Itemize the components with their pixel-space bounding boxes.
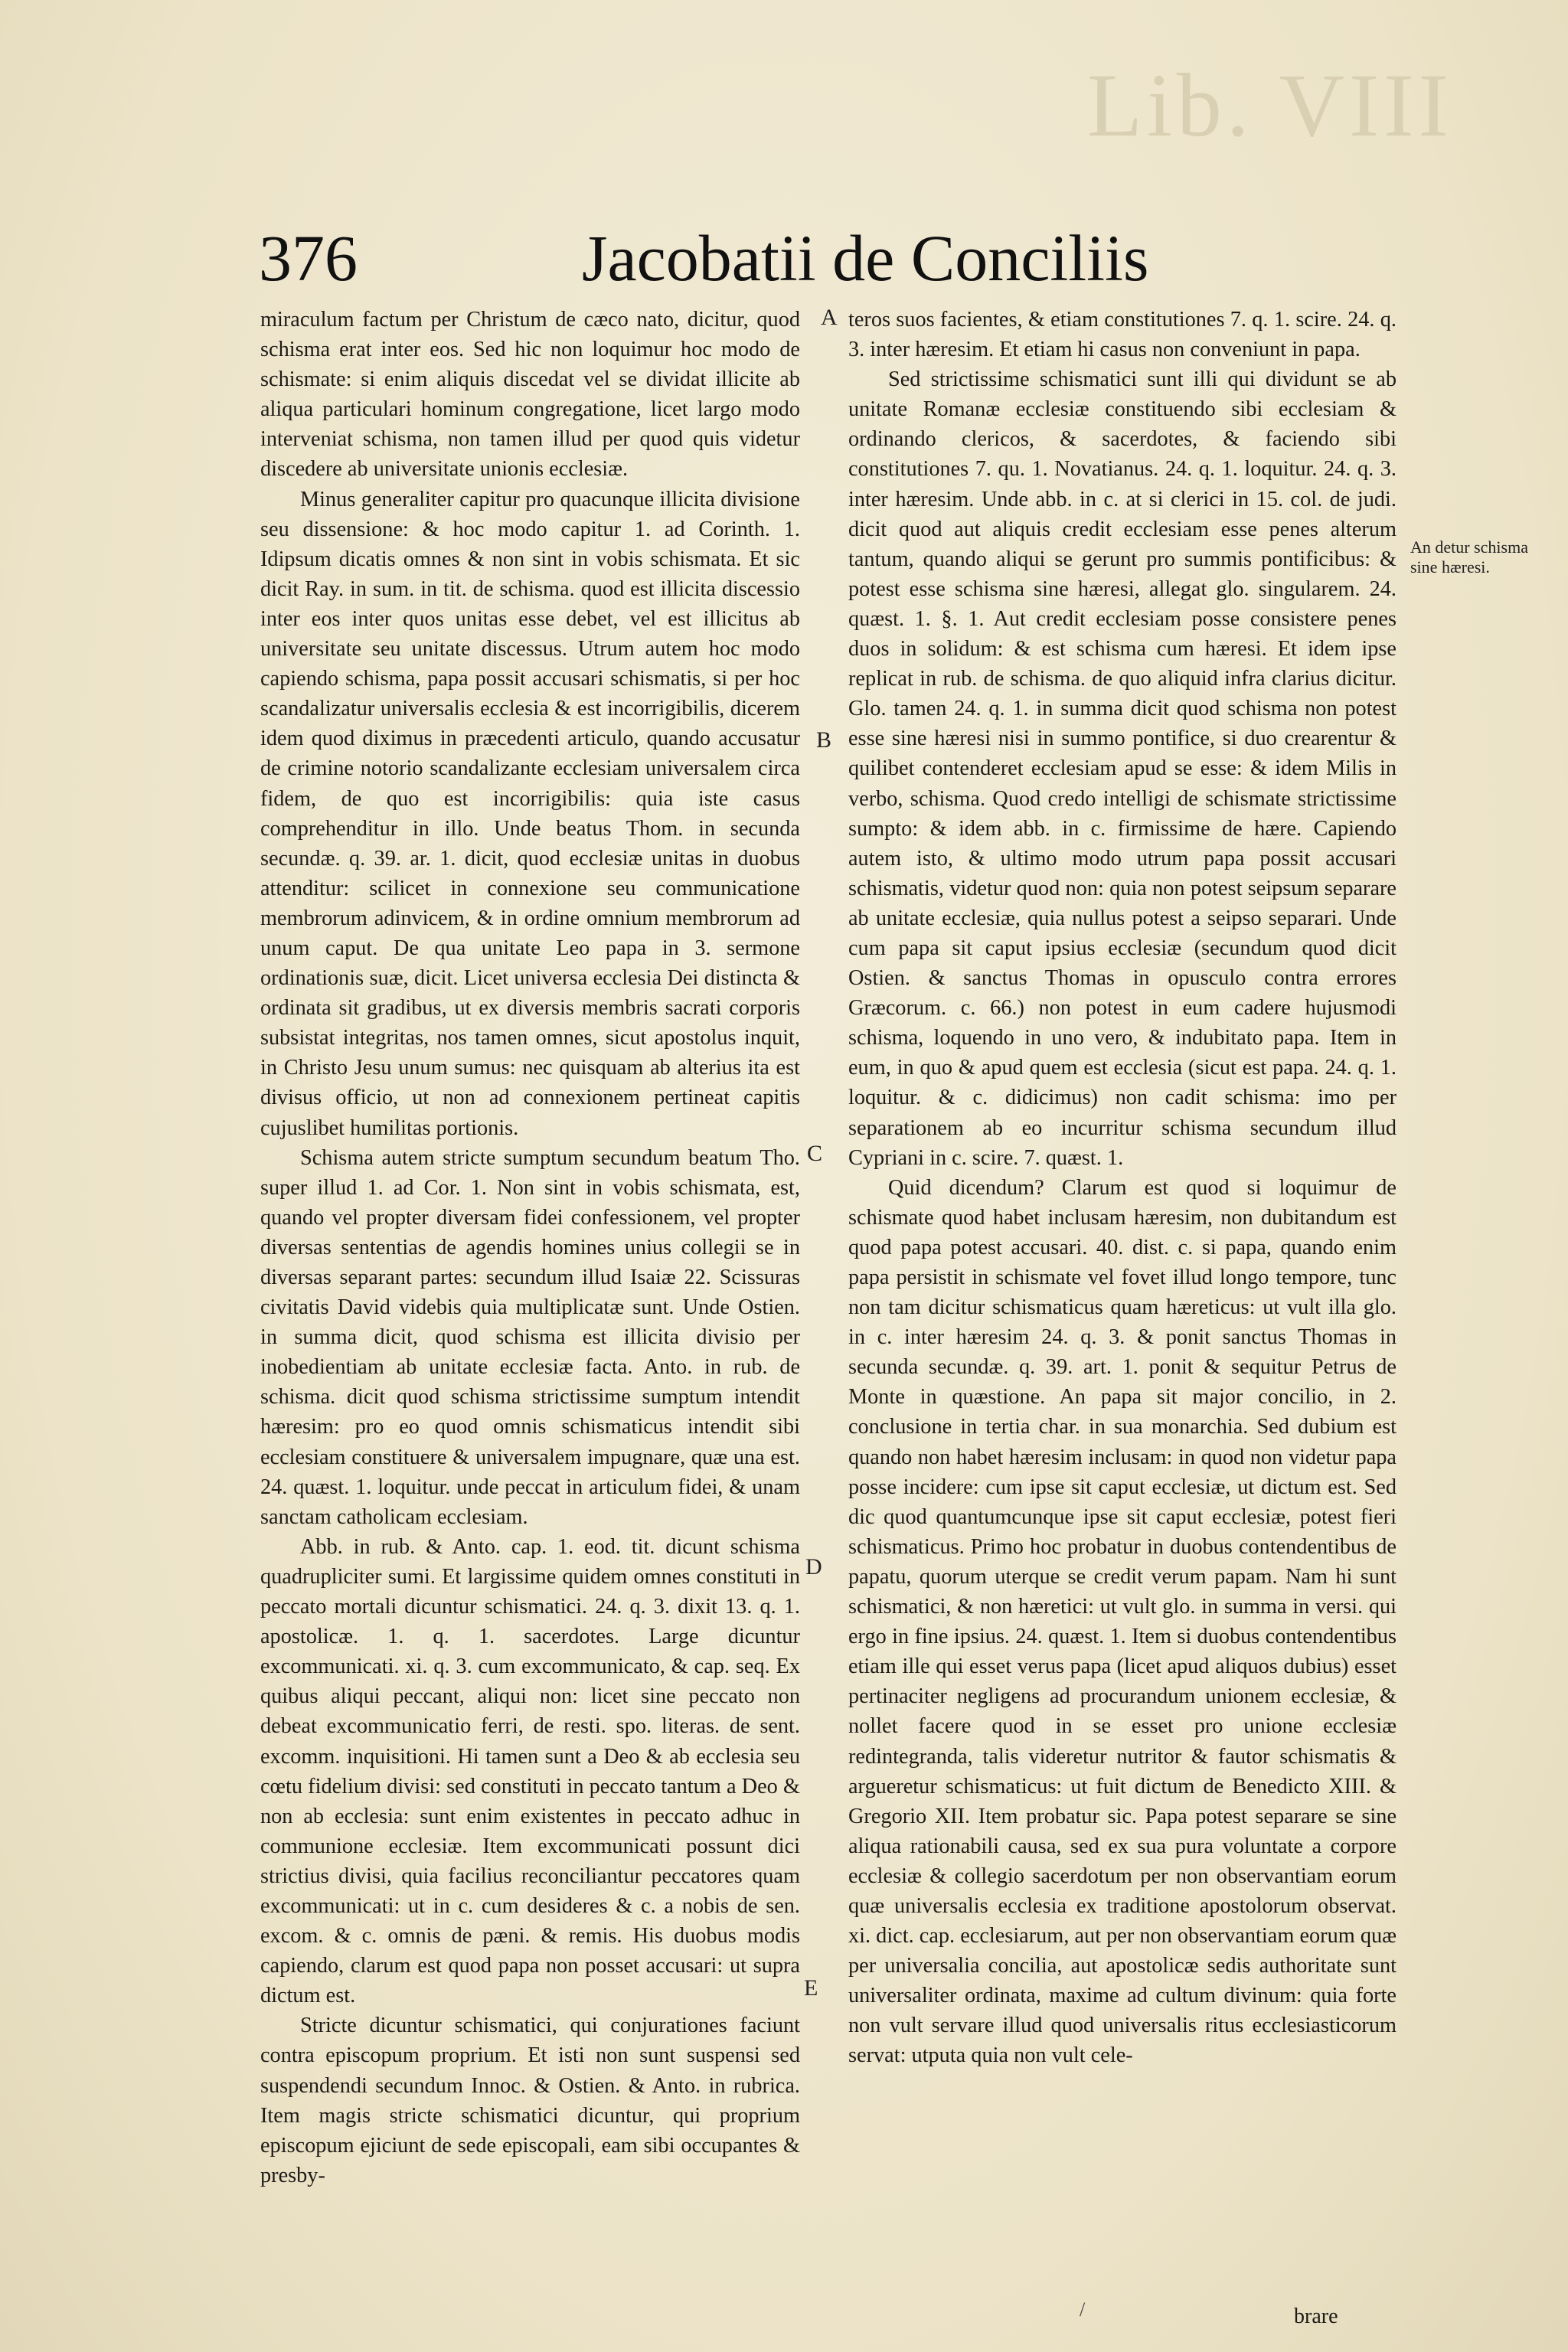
paragraph: Quid dicendum? Clarum est quod si loquimur de schismate quod habet inclusam hæresim, non dubitandum est quod papa potest accusari. 40. dist. c. si papa, quando enim papa persistit in schismate vel fovet illud longo tempore, tunc non tam dicitur schismaticus quam hæreticus: ut vult illa glo. in c. inter hæresim 24. q. 3. & ponit sanctus Thomas in secunda secundæ. q. 39. art. 1. ponit & sequitur Petrus de Monte in quæstione. An papa sit major concilio, in 2. conclusione in tertia char. in sua monarchia. Sed dubium est quando non habet hæresim inclusam: in quod non videtur papa posse incidere: cum ipse sit caput ecclesiæ, ut dictum est. Sed dic quod quantumcunque ipse sit caput ecclesiæ, potest fieri schismaticus. Primo hoc probatur in duobus contendentibus de papatu, quorum uterque se credit verum papam. Nam hi sunt schismatici, & non hæretici: ut vult glo. in summa in versi. qui ergo in fine ipsius. 24. quæst. 1. Item si duobus contendentibus etiam ille qui esset verus papa (licet apud aliquos dubius) esset pertinaciter negligens ad procurandum unionem ecclesiæ, & nollet facere quod in se esset pro unione ecclesiæ redintegranda, talis videretur nutritor & fautor schismatis & argueretur schismaticus: ut fuit dictum de Benedicto XIII. & Gregorio XII. Item probatur sic. Papa potest separare se sine aliqua rationabili causa, sed ex sua pura voluntate a corpore ecclesiæ & collegio sacerdotum per non observantiam eorum quæ universalis ecclesia ex traditione apostolorum observat. xi. dict. cap. ecclesiarum, aut per non observantiam eorum quæ per universalia concilia, aut apostolicæ sedis authoritate sunt universaliter ordinata, maxime ad cultum divinum: quia forte non vult servare illud quod universalis ritus ecclesiasticorum servat: utputa quia non vult cele-: [848, 1175, 1396, 2068]
paragraph: teros suos facientes, & etiam constitutiones 7. q. 1. scire. 24. q. 3. inter hæresim. Et etiam hi casus non conveniunt in papa.: [848, 308, 1396, 362]
paragraph: Stricte dicuntur schismatici, qui conjurationes faciunt contra episcopum proprium. Et isti non sunt suspensi sed suspendendi secundum Innoc. & Ostien. & Anto. in rubrica. Item magis stricte schismatici dicuntur, qui proprium episcopum ejiciunt de sede episcopali, eam sibi occupantes & presby-: [260, 2014, 800, 2187]
section-marker-b: B: [816, 727, 832, 753]
paragraph: miraculum factum per Christum de cæco nato, dicitur, quod schisma erat inter eos. Sed hic non loquimur hoc modo de schismate: si enim aliquis discedat vel se dividat illicite ab aliqua particulari hominum congregatione, licet largo modo interveniat schisma, non tamen illud per quod quis videtur discedere ab universitate unionis ecclesiæ.: [260, 308, 800, 482]
margin-note: An detur schisma sine hæresi.: [1410, 537, 1528, 577]
catchword: brare: [1294, 2305, 1338, 2328]
running-title: Jacobatii de Conciliis: [582, 221, 1149, 295]
right-column: [848, 305, 1396, 2071]
paragraph: Abb. in rub. & Anto. cap. 1. eod. tit. dicunt schisma quadrupliciter sumi. Et largissime quidem omnes constituti in peccato mortali dicuntur schismatici. 24. q. 3. dixit 13. q. 1. apostolicæ. 1. q. 1. sacerdotes. Large dicuntur excommunicati. xi. q. 3. cum excommunicato, & cap. seq. Ex quibus aliqui peccant, aliqui non: licet sine peccato non debeat excommunicatio ferri, de resti. spo. literas. de sent. excomm. inquisitioni. Hi tamen sunt a Deo & ab ecclesia seu cœtu fidelium divisi: sed constituti in peccato tantum a Deo & non ab ecclesia: sunt enim existentes in peccato adhuc in communione ecclesiæ. Item excommunicati possunt dici strictius divisi, quia facilius reconciliantur peccatores quam excommunicati: ut in c. cum desideres & c. a nobis de sen. excom. & c. omnis de pæni. & remis. His duobus modis capiendo, clarum est quod papa non posset accusari: ut supra dictum est.: [260, 1534, 800, 2008]
left-column: [260, 305, 800, 2190]
section-marker-d: D: [805, 1554, 822, 1579]
foot-mark: /: [1080, 2298, 1086, 2321]
paragraph: Sed strictissime schismatici sunt illi qui dividunt se ab unitate Romanæ ecclesiæ constituendo sibi ecclesiam & ordinando clericos, & sacerdotes, & faciendo sibi constitutiones 7. qu. 1. Novatianus. 24. q. 1. loquitur. 24. q. 3. inter hæresim. Unde abb. in c. at si clerici in 15. col. de judi. dicit quod aut aliquis credit ecclesiam esse penes alterum tantum, quando aliqui se gerunt pro summis pontificibus: & potest esse schisma sine hæresi, allegat glo. singularem. 24. quæst. 1. §. 1. Aut credit ecclesiam posse consistere penes duos in solidum: & est schisma cum hæresi. Et idem ipse replicat in rub. de schisma. de quo aliquid infra clarius dicitur. Glo. tamen 24. q. 1. in summa dicit quod schisma non potest esse sine hæresi nisi in summo pontifice, si duo crearentur & quilibet contenderet ecclesiam apud se esse: & idem Milis in verbo, schisma. Quod credo intelligi de schismate strictissime sumpto: & idem abb. in c. firmissime de hære. Capiendo autem isto, & ultimo modo utrum papa possit accusari schismatis, videtur quod non: quia non potest seipsum separare ab unitate ecclesiæ, quia nullus potest a seipso separari. Unde cum papa sit caput ipsius ecclesiæ (secundum quod dicit Ostien. & sanctus Thomas in opusculo contra errores Græcorum. c. 66.) non potest in eum cadere hujusmodi schisma, loquendo in uno vero, & indubitato papa. Item in eum, in quo & apud quem est ecclesia (sicut est papa. 24. q. 1. loquitur. & c. didicimus) non cadit schisma: imo per separationem ab eo incurritur schisma secundum illud Cypriani in c. scire. 7. quæst. 1.: [848, 368, 1396, 1170]
section-marker-e: E: [804, 1975, 818, 2001]
paragraph: Schisma autem stricte sumptum secundum beatum Tho. super illud 1. ad Cor. 1. Non sint in vobis schismata, est, quando vel propter diversam fidei confessionem, vel propter diversas sententias de agendis homines unius collegii se in diversas separant partes: secundum illud Isaiæ 22. Scissuras civitatis David videbis quia multiplicatæ sunt. Unde Ostien. in summa dicit, quod schisma est illicita divisio per inobedientiam ab unitate ecclesiæ facta. Anto. in rub. de schisma. dicit quod schisma strictissime sumptum intendit hæresim: pro eo quod omnis schismaticus intendit sibi ecclesiam constituere & universalem impugnare, quæ una est. 24. quæst. 1. loquitur. unde peccat in articulum fidei, & unam sanctam catholicam ecclesiam.: [260, 1145, 800, 1529]
paragraph: Minus generaliter capitur pro quacunque illicita divisione seu dissensione: & hoc modo capitur 1. ad Corinth. 1. Idipsum dicatis omnes & non sint in vobis schismata. Et sic dicit Ray. in sum. in tit. de schisma. quod est illicita discessio inter eos inter quos unitas esse debet, vel est illicitus ab universitate seu unitate discessus. Utrum autem hoc modo capiendo schisma, papa possit accusari schismatis, si per hoc scandalizatur universalis ecclesia & est incorrigibilis, dicerem idem quod diximus in præcedenti articulo, quando accusatur de crimine notorio scandalizante ecclesiam universalem circa fidem, de quo est incorrigibilis: quia iste casus comprehenditur in illo. Unde beatus Thom. in secunda secundæ. q. 39. ar. 1. dicit, quod ecclesiæ unitas in duobus attenditur: scilicet in connexione seu communicatione membrorum adinvicem, & in ordine omnium membrorum ad unum caput. De qua unitate Leo papa in 3. sermone ordinationis suæ, dicit. Licet universa ecclesia Dei distincta & ordinata sit gradibus, ut ex diversis membris sacrati corporis subsistat integritas, nos tamen omnes, sicut apostolus inquit, in Christo Jesu unum sumus: nec quisquam ab alterius ita est divisus officio, ut non ad connexionem pertineat capitis cujuslibet humilitas portionis.: [260, 487, 800, 1140]
section-marker-a: A: [821, 305, 838, 330]
bleed-through-text: Lib. VIII: [1087, 55, 1453, 155]
section-marker-c: C: [807, 1141, 823, 1166]
page-number: 376: [259, 221, 358, 295]
